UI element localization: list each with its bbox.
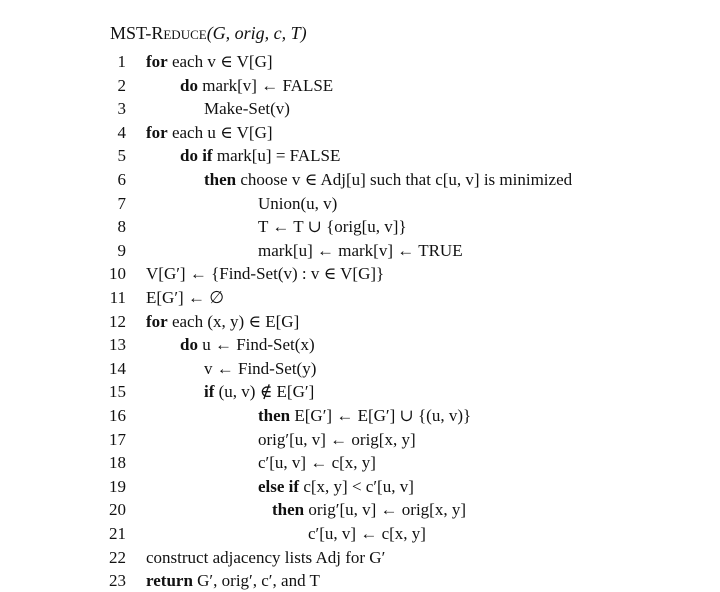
line-number: 14 bbox=[109, 358, 126, 378]
keyword: else if bbox=[258, 476, 300, 496]
line-number: 3 bbox=[117, 99, 126, 119]
keyword: then bbox=[272, 500, 305, 520]
keyword: for bbox=[146, 122, 168, 142]
line-number: 18 bbox=[109, 453, 126, 473]
code-text bbox=[272, 498, 466, 521]
code-text bbox=[180, 333, 315, 356]
keyword: for bbox=[146, 311, 168, 331]
statement: each u ∈ V[G] bbox=[171, 122, 273, 142]
line-number: 16 bbox=[109, 406, 126, 425]
code-text bbox=[146, 546, 385, 569]
keyword: for bbox=[146, 52, 168, 71]
line-number: 12 bbox=[109, 311, 126, 331]
code-text bbox=[146, 286, 224, 309]
statement: E[G′] ← E[G′] ∪ {(u, v)} bbox=[294, 406, 472, 425]
statement: mark[u] = FALSE bbox=[216, 146, 341, 166]
statement: each v ∈ V[G] bbox=[171, 52, 273, 71]
code-text bbox=[146, 50, 273, 73]
procedure-params: (G, orig, c, T) bbox=[206, 23, 307, 43]
line-number: 1 bbox=[117, 52, 126, 71]
line-number: 21 bbox=[109, 524, 126, 543]
statement: mark[u] ← mark[v] ← TRUE bbox=[258, 240, 463, 260]
line-number: 11 bbox=[109, 288, 126, 307]
line-number: 10 bbox=[109, 264, 126, 284]
line-number: 4 bbox=[117, 122, 126, 142]
keyword: then bbox=[204, 170, 237, 189]
line-number: 17 bbox=[109, 429, 126, 449]
code-text bbox=[258, 451, 376, 474]
line-number: 20 bbox=[109, 500, 126, 520]
code-text bbox=[180, 74, 333, 97]
statement: Union(u, v) bbox=[258, 193, 338, 213]
code-text bbox=[258, 239, 463, 262]
statement: c′[u, v] ← c[x, y] bbox=[258, 453, 376, 473]
code-text bbox=[146, 310, 299, 333]
statement: Make-Set(v) bbox=[204, 99, 290, 119]
code-text bbox=[146, 262, 384, 285]
line-number: 8 bbox=[117, 217, 126, 237]
line-number: 19 bbox=[109, 476, 126, 496]
code-text bbox=[204, 97, 290, 120]
statement: orig′[u, v] ← orig[x, y] bbox=[258, 429, 416, 449]
code-text bbox=[146, 569, 320, 592]
code-text bbox=[204, 168, 572, 191]
code-text bbox=[258, 215, 407, 238]
keyword: do bbox=[180, 75, 198, 95]
statement: c[x, y] < c′[u, v] bbox=[303, 476, 414, 496]
code-text bbox=[180, 144, 340, 167]
code-text bbox=[258, 192, 337, 215]
line-number: 22 bbox=[109, 547, 126, 567]
keyword: do bbox=[180, 335, 198, 355]
code-text bbox=[204, 380, 314, 403]
statement: c′[u, v] ← c[x, y] bbox=[308, 524, 426, 543]
statement: G′, orig′, c′, and T bbox=[197, 571, 320, 591]
statement: each (x, y) ∈ E[G] bbox=[171, 311, 300, 331]
statement: (u, v) ∉ E[G′] bbox=[218, 382, 315, 402]
line-number: 9 bbox=[117, 240, 126, 260]
code-text bbox=[308, 522, 426, 545]
line-number: 23 bbox=[109, 571, 126, 591]
procedure-name: MST-Reduce bbox=[110, 23, 207, 43]
line-number: 7 bbox=[117, 193, 126, 213]
code-text bbox=[146, 121, 273, 144]
statement: T ← T ∪ {orig[u, v]} bbox=[258, 217, 407, 237]
line-number: 5 bbox=[117, 146, 126, 166]
keyword: do if bbox=[180, 146, 213, 166]
statement: construct adjacency lists Adj for G′ bbox=[146, 547, 386, 567]
code-text bbox=[258, 404, 471, 427]
code-text bbox=[258, 475, 414, 498]
line-number: 13 bbox=[109, 335, 126, 355]
statement: mark[v] ← FALSE bbox=[202, 75, 334, 95]
statement: v ← Find-Set(y) bbox=[204, 358, 317, 378]
statement: choose v ∈ Adj[u] such that c[u, v] is minimized bbox=[240, 170, 573, 189]
keyword: then bbox=[258, 406, 291, 425]
keyword: return bbox=[146, 571, 193, 591]
keyword: if bbox=[204, 382, 215, 402]
code-text bbox=[204, 357, 316, 380]
statement: u ← Find-Set(x) bbox=[202, 335, 315, 355]
statement: E[G′] ← ∅ bbox=[146, 288, 225, 307]
procedure-title bbox=[110, 22, 307, 44]
statement: V[G′] ← {Find-Set(v) : v ∈ V[G]} bbox=[146, 264, 385, 284]
line-number: 15 bbox=[109, 382, 126, 402]
code-text bbox=[258, 428, 416, 451]
line-number: 2 bbox=[117, 75, 126, 95]
line-number: 6 bbox=[117, 170, 126, 189]
statement: orig′[u, v] ← orig[x, y] bbox=[308, 500, 467, 520]
